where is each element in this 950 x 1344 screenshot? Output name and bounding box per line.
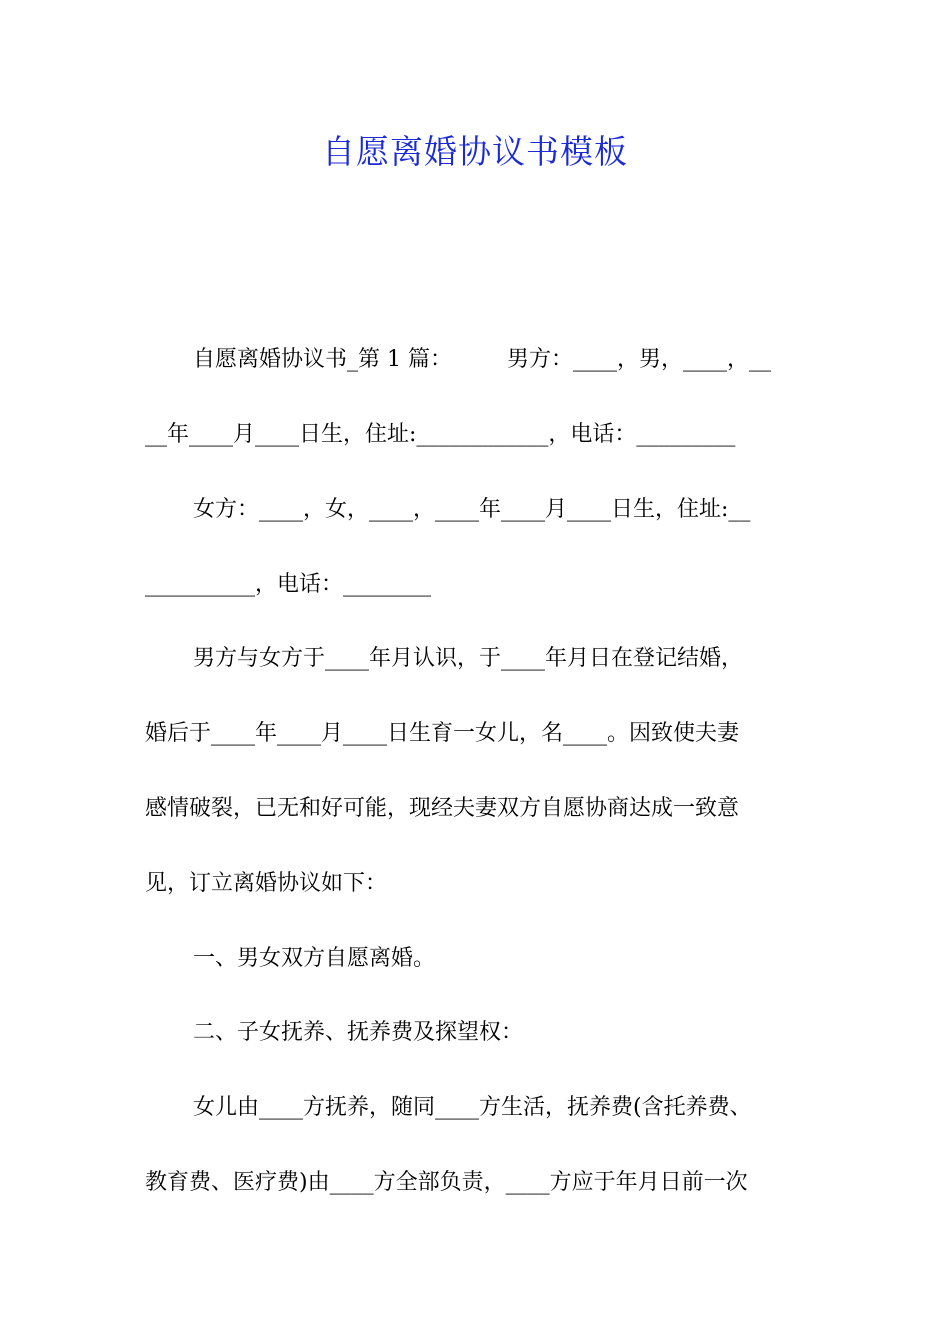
paragraph-line: 二、子女抚养、抚养费及探望权： bbox=[193, 1020, 524, 1045]
paragraph-line: 男方与女方于____年月认识，于____年月日在登记结婚， bbox=[193, 646, 744, 671]
paragraph-line: __年____月____日生，住址:____________，电话：_________ bbox=[145, 422, 736, 447]
paragraph-line: 见，订立离婚协议如下： bbox=[145, 871, 388, 896]
paragraph-line: 女儿由____方抚养，随同____方生活，抚养费(含托养费、 bbox=[193, 1095, 752, 1120]
document-title: 自愿离婚协议书模板 bbox=[322, 132, 628, 171]
paragraph-line: 婚后于____年____月____日生育一女儿，名____。因致使夫妻 bbox=[145, 721, 740, 746]
paragraph-line: 女方：____，女，____，____年____月____日生，住址:__ bbox=[193, 497, 751, 522]
paragraph-line: __________，电话：________ bbox=[145, 572, 432, 597]
paragraph-line: 自愿离婚协议书_第 1 篇： 男方：____，男，____，__ bbox=[193, 347, 771, 372]
paragraph-line: 一、男女双方自愿离婚。 bbox=[193, 946, 436, 971]
paragraph-line: 感情破裂，已无和好可能，现经夫妻双方自愿协商达成一致意 bbox=[145, 796, 740, 821]
paragraph-line: 教育费、医疗费)由____方全部负责，____方应于年月日前一次 bbox=[145, 1170, 748, 1195]
